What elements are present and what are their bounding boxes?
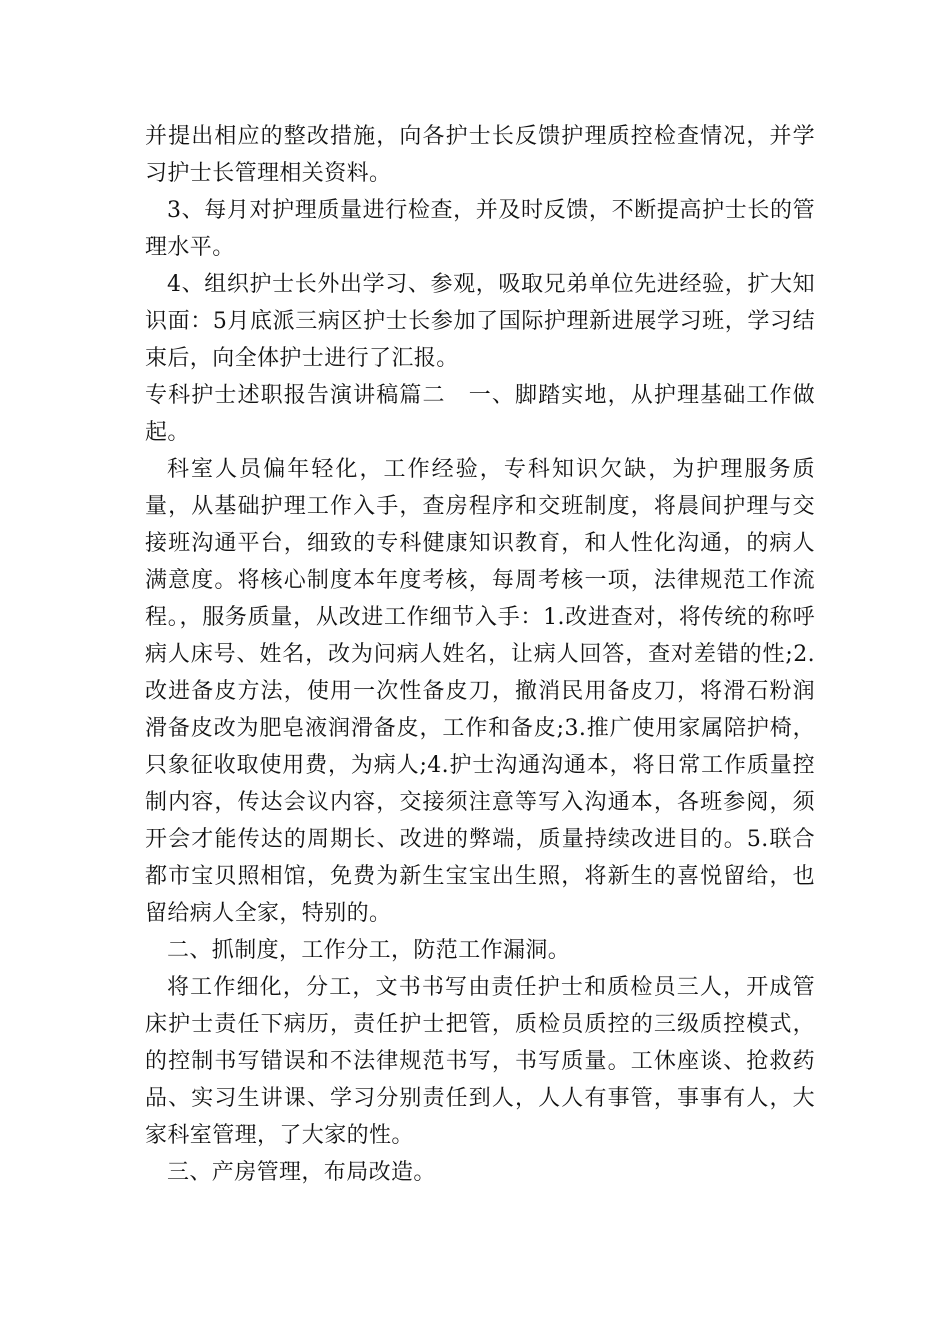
document-body — [145, 118, 815, 1191]
paragraph-1: 并提出相应的整改措施，向各护士长反馈护理质控检查情况，并学习护士长管理相关资料。 — [145, 124, 815, 186]
paragraph-5: 科室人员偏年轻化，工作经验，专科知识欠缺，为护理服务质量，从基础护理工作入手，查房程序和交班制度，将晨间护理与交接班沟通平台，细致的专科健康知识教育，和人性化沟通，的病人满意度。将核心制度本年度考核，每周考核一项，法律规范工作流程。，服务质量，从改进工作细节入手：1.改进查对，将传统的称呼病人床号、姓名，改为问病人姓名，让病人回答，查对差错的性;2.改进备皮方法，使用一次性备皮刀，撤消民用备皮刀，将滑石粉润滑备皮改为肥皂液润滑备皮，工作和备皮;3.推广使用家属陪护椅，只象征收取使用费，为病人;4.护士沟通沟通本，将日常工作质量控制内容，传达会议内容，交接须注意等写入沟通本，各班参阅，须开会才能传达的周期长、改进的弊端，质量持续改进目的。5.联合都市宝贝照相馆，免费为新生宝宝出生照，将新生的喜悦留给，也留给病人全家，特别的。 — [145, 457, 815, 926]
subheading-2: 二、抓制度，工作分工，防范工作漏洞。 — [167, 938, 571, 963]
paragraph-2: 3、每月对护理质量进行检查，并及时反馈，不断提高护士长的管理水平。 — [145, 198, 815, 260]
paragraph-3: 4、组织护士长外出学习、参观，吸取兄弟单位先进经验，扩大知识面：5月底派三病区护士长参加了国际护理新进展学习班，学习结束后，向全体护士进行了汇报。 — [145, 272, 815, 371]
paragraph-7: 将工作细化，分工，文书书写由责任护士和质检员三人，开成管床护士责任下病历，责任护士把管，质检员质控的三级质控模式，的控制书写错误和不法律规范书写，书写质量。工休座谈、抢救药品、实习生讲课、学习分别责任到人，人人有事管，事事有人，大家科室管理，了大家的性。 — [145, 975, 815, 1148]
section-heading-2: 专科护士述职报告演讲稿篇二 一、脚踏实地，从护理基础工作做起。 — [145, 383, 815, 445]
subheading-3: 三、产房管理，布局改造。 — [167, 1160, 436, 1185]
